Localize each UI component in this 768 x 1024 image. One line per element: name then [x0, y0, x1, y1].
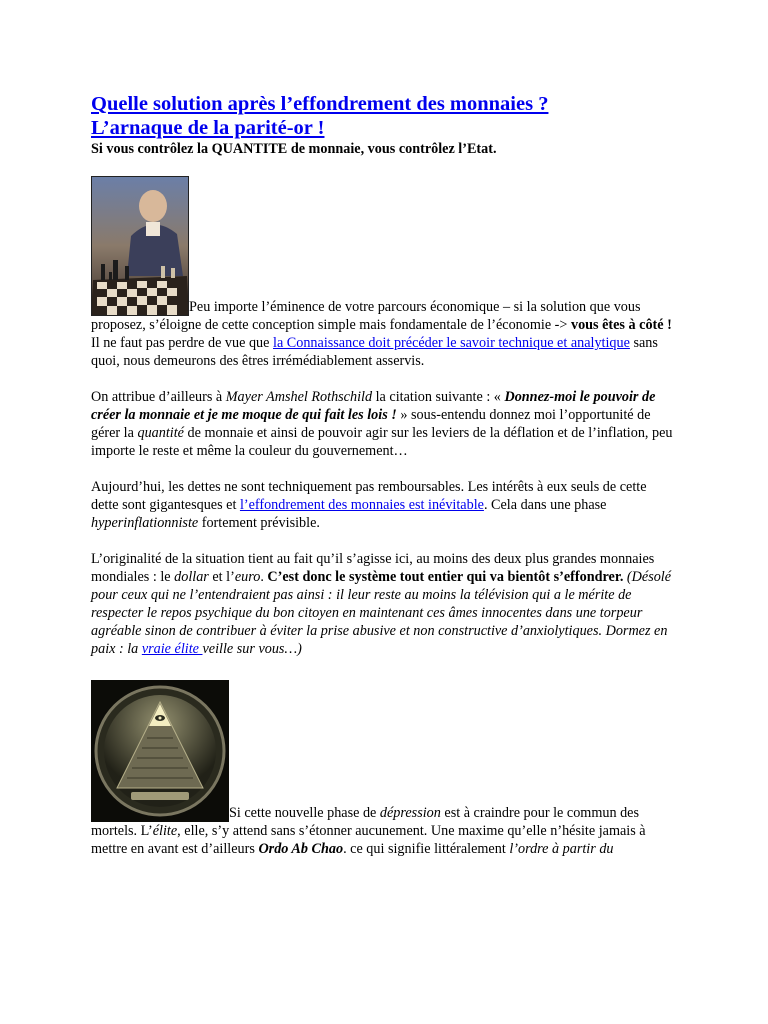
- p2-after: sans quoi, nous demeurons des êtres irrémédiablement asservis.: [91, 335, 658, 369]
- paragraph-rothschild: [91, 388, 676, 460]
- article-title[interactable]: [91, 92, 676, 140]
- paragraph-knowledge: [91, 334, 676, 370]
- p3-quantite: quantité: [137, 425, 184, 441]
- paragraph-debts: [91, 478, 676, 532]
- p3-a: On attribue d’ailleurs à: [91, 389, 226, 405]
- pyramid-image-svg: [91, 680, 229, 822]
- p6-meaning: l’ordre à partir du: [509, 841, 614, 857]
- paragraph-originality: [91, 550, 676, 658]
- p3-d: de monnaie et ainsi de pouvoir agir sur les leviers de la déflation et de l’inflation, peu importe le reste et même la couleur du gouvernement…: [91, 425, 673, 459]
- rothschild-name: Mayer Amshel Rothschild: [225, 389, 373, 405]
- p2-before: Il ne faut pas perdre de vue que: [91, 335, 273, 351]
- pyramid-seal-image: [91, 680, 229, 822]
- p1-bold: vous êtes à côté !: [570, 317, 672, 333]
- p1-text: Peu importe l’éminence de votre parcours économique – si la solution que vous proposez, s’éloigne de cette conception simple mais fondamentale de l’économie ->: [91, 299, 641, 333]
- p5-bold: C’est donc le système tout entier qui va bientôt s’effondrer.: [267, 569, 624, 585]
- rothschild-quote: Donnez-moi le pouvoir de créer la monnaie et je me moque de qui fait les lois !: [91, 389, 656, 423]
- p6-elite: élite: [152, 823, 178, 839]
- p5-b: et l’: [208, 569, 235, 585]
- p6-b: est à craindre pour le commun des mortels. L’: [91, 805, 640, 839]
- p6-a: Si cette nouvelle phase de: [229, 805, 380, 821]
- elite-link[interactable]: vraie élite: [141, 641, 203, 657]
- spacer: [91, 532, 676, 550]
- p5-end: veille sur vous…): [202, 641, 302, 657]
- p3-c: » sous-entendu donnez moi l’opportunité de gérer la: [91, 407, 651, 441]
- p3-b: la citation suivante : «: [372, 389, 505, 405]
- pyramid-paragraph: [91, 680, 676, 858]
- p5-a: L’originalité de la situation tient au fait qu’il s’agisse ici, au moins des deux plus grandes monnaies mondiales : le: [91, 551, 655, 585]
- chess-banker-illustration: [91, 176, 189, 316]
- p5-c: .: [260, 569, 268, 585]
- p5-euro: euro: [234, 569, 261, 585]
- article-subtitle: Si vous contrôlez la QUANTITE de monnaie, vous contrôlez l’Etat.: [91, 141, 497, 157]
- collapse-link[interactable]: l’effondrement des monnaies est inévitable: [239, 497, 484, 513]
- p5-dollar: dollar: [174, 569, 209, 585]
- p6-c: , elle, s’y attend sans s’étonner aucunement. Une maxime qu’elle n’hésite jamais à mettre en avant est d’ailleurs: [91, 823, 646, 857]
- spacer: [91, 370, 676, 388]
- title-link-line1[interactable]: Quelle solution après l’effondrement des monnaies ?: [91, 93, 549, 115]
- p4-a: Aujourd’hui, les dettes ne sont techniquement pas remboursables. Les intérêts à eux seuls de cette dette sont gigantesques et: [91, 479, 647, 513]
- chess-image-svg: [91, 176, 189, 316]
- p6-depression: dépression: [379, 805, 441, 821]
- p6-motto: Ordo Ab Chao: [258, 841, 344, 857]
- p5-italic: (Désolé pour ceux qui ne l’entendraient pas ainsi : il leur reste au moins la télévision qui a le mérite de respecter le repos psychique du bon citoyen en maintenant ces âmes innocentes dans une torpeur agréable sinon de contribuer à éviter la prise abusive et non constructive d’anxiolytiques. Dormez en paix : la: [91, 569, 672, 657]
- title-link-line2[interactable]: L’arnaque de la parité-or !: [91, 117, 325, 139]
- document-page: [91, 92, 676, 858]
- p4-hyper: hyperinflationniste: [91, 515, 199, 531]
- spacer: [91, 460, 676, 478]
- p6-d: . ce qui signifie littéralement: [343, 841, 510, 857]
- knowledge-link[interactable]: la Connaissance doit précéder le savoir technique et analytique: [273, 335, 630, 351]
- p4-b: . Cela dans une phase: [483, 497, 607, 513]
- p4-c: fortement prévisible.: [198, 515, 320, 531]
- chess-paragraph: [91, 158, 676, 334]
